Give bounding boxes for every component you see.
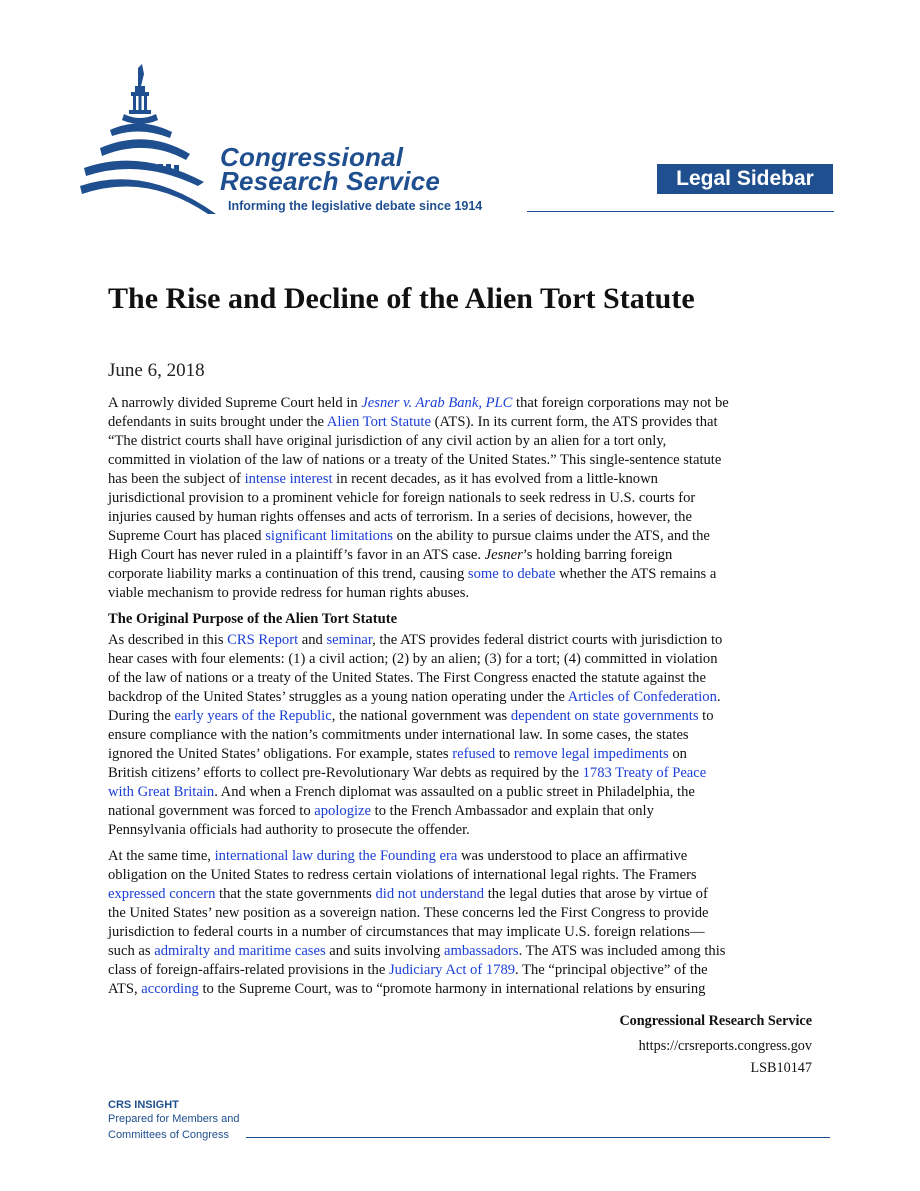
text-run: whether the ATS remains a viable mechanism to provide redress for human rights abuses. (108, 566, 717, 601)
text-run: to (495, 746, 514, 762)
paragraph-2 (108, 631, 812, 840)
text-run: to ensure compliance with the nation’s commitments under international law. In some cases, the states ignored the United States’ obligations. For example, states (108, 708, 714, 762)
inline-link[interactable]: some to debate (467, 566, 556, 582)
insight-line-2: Committees of Congress (108, 1129, 230, 1141)
inline-link[interactable]: early years of the Republic (174, 708, 332, 724)
inline-link[interactable]: remove legal impediments (513, 746, 669, 762)
text-run: to the Supreme Court, was to “promote harmony in international relations by ensuring (198, 981, 706, 997)
crs-insight-block (108, 1099, 239, 1143)
text-run: ’s holding barring foreign corporate liability marks a continuation of this trend, causing (108, 547, 673, 582)
inline-link[interactable]: CRS Report (227, 632, 299, 648)
paragraph-3 (108, 847, 812, 999)
text-run: on British citizens’ efforts to collect pre-Revolutionary War debts as required by the (108, 746, 687, 781)
text-run: and (298, 632, 327, 648)
text-run: . The ATS was included among this class of foreign-affairs-related provisions in the (108, 943, 726, 978)
text-run: that foreign corporations may not be defendants in suits brought under the (108, 395, 729, 430)
footer-org: Congressional Research Service (619, 1013, 812, 1029)
insight-label: CRS INSIGHT (108, 1099, 179, 1111)
inline-link[interactable]: significant limitations (265, 528, 393, 544)
text-run: (ATS). In its current form, the ATS provides that “The district courts shall have original jurisdiction of any civil action by an alien for a tort only, committed in violation of the law of nations or a treaty of the United States.” This single-sentence statute has been the subject of (108, 414, 722, 487)
text-run: was understood to place an affirmative obligation on the United States to redress certain violations of international legal rights. The Framers (108, 848, 697, 883)
text-run: on the ability to pursue claims under the ATS, and the High Court has never ruled in a plaintiff’s favor in an ATS case. (108, 528, 710, 563)
inline-link[interactable]: dependent on state governments (510, 708, 699, 724)
article-body (108, 394, 812, 1006)
inline-link[interactable]: Alien Tort Statute (326, 414, 431, 430)
text-run: , the national government was (331, 708, 511, 724)
footer-url[interactable]: https://crsreports.congress.gov (638, 1038, 812, 1054)
section-heading: The Original Purpose of the Alien Tort Statute (108, 611, 398, 627)
inline-link[interactable]: admiralty and maritime cases (154, 943, 326, 959)
text-run: the legal duties that arose by virtue of the United States’ new position as a sovereign nation. These concerns led the First Congress to provide jurisdiction to federal courts in a number of circumstances that may implicate U.S. foreign relations— such as (108, 886, 709, 959)
text-run: . And when a French diplomat was assaulted on a public street in Philadelphia, the national government was forced to (108, 784, 695, 819)
inline-link[interactable]: intense interest (244, 471, 333, 487)
inline-link[interactable]: international law during the Founding era (214, 848, 458, 864)
page-title: The Rise and Decline of the Alien Tort Statute (108, 282, 695, 315)
inline-link[interactable]: refused (452, 746, 496, 762)
inline-link[interactable]: 1783 Treaty of Peace with Great Britain (108, 765, 707, 800)
document-id: LSB10147 (750, 1060, 812, 1076)
inline-link[interactable]: seminar (326, 632, 373, 648)
text-run: in recent decades, as it has evolved from a little-known jurisdictional provision to a prominent vehicle for foreign nationals to seek redress in U.S. courts for injuries caused by human rights offenses and acts of terrorism. In a series of decisions, however, the Supreme Court has placed (108, 471, 696, 544)
insight-divider (246, 1137, 830, 1138)
inline-link[interactable]: ambassadors (444, 943, 519, 959)
inline-link[interactable]: apologize (314, 803, 372, 819)
tagline-divider (527, 211, 834, 212)
capitol-dome-logo-icon (80, 64, 220, 216)
text-run: A narrowly divided Supreme Court held in (108, 395, 362, 411)
paragraph-1 (108, 394, 812, 603)
inline-link[interactable]: Judiciary Act of 1789 (388, 962, 516, 978)
crs-wordmark (220, 142, 441, 196)
crs-tagline: Informing the legislative debate since 1914 (228, 199, 483, 213)
publication-date: June 6, 2018 (108, 360, 205, 381)
insight-line-1: Prepared for Members and (108, 1113, 240, 1125)
page-header (0, 0, 920, 230)
text-run: . The “principal objective” of the ATS, (108, 962, 708, 997)
text-run: At the same time, (108, 848, 215, 864)
text-run: . During the (108, 689, 721, 724)
text-run: , the ATS provides federal district courts with jurisdiction to hear cases with four elements: (1) a civil action; (2) by an alien; (3) for a tort; (4) committed in violation of the law of nations or a treaty of the United States. The First Congress enacted the statute against the backdrop of the United States’ struggles as a young nation operating under the (108, 632, 723, 705)
legal-sidebar-badge: Legal Sidebar (657, 164, 833, 194)
inline-link[interactable]: did not understand (375, 886, 485, 902)
inline-link[interactable]: according (141, 981, 199, 997)
text-run: that the state governments (215, 886, 376, 902)
text-run: As described in this (108, 632, 228, 648)
crs-name-line1: Congressional (220, 142, 404, 172)
text-run: and suits involving (325, 943, 445, 959)
inline-link[interactable]: Articles of Confederation (567, 689, 717, 705)
crs-name-line2: Research Service (220, 166, 441, 196)
inline-link[interactable]: expressed concern (108, 886, 216, 902)
inline-link[interactable]: Jesner v. Arab Bank, PLC (361, 395, 513, 411)
text-run: to the French Ambassador and explain that only Pennsylvania officials had authority to prosecute the offender. (108, 803, 654, 838)
italic-text: Jesner (484, 547, 523, 563)
footer-source (619, 1013, 812, 1077)
